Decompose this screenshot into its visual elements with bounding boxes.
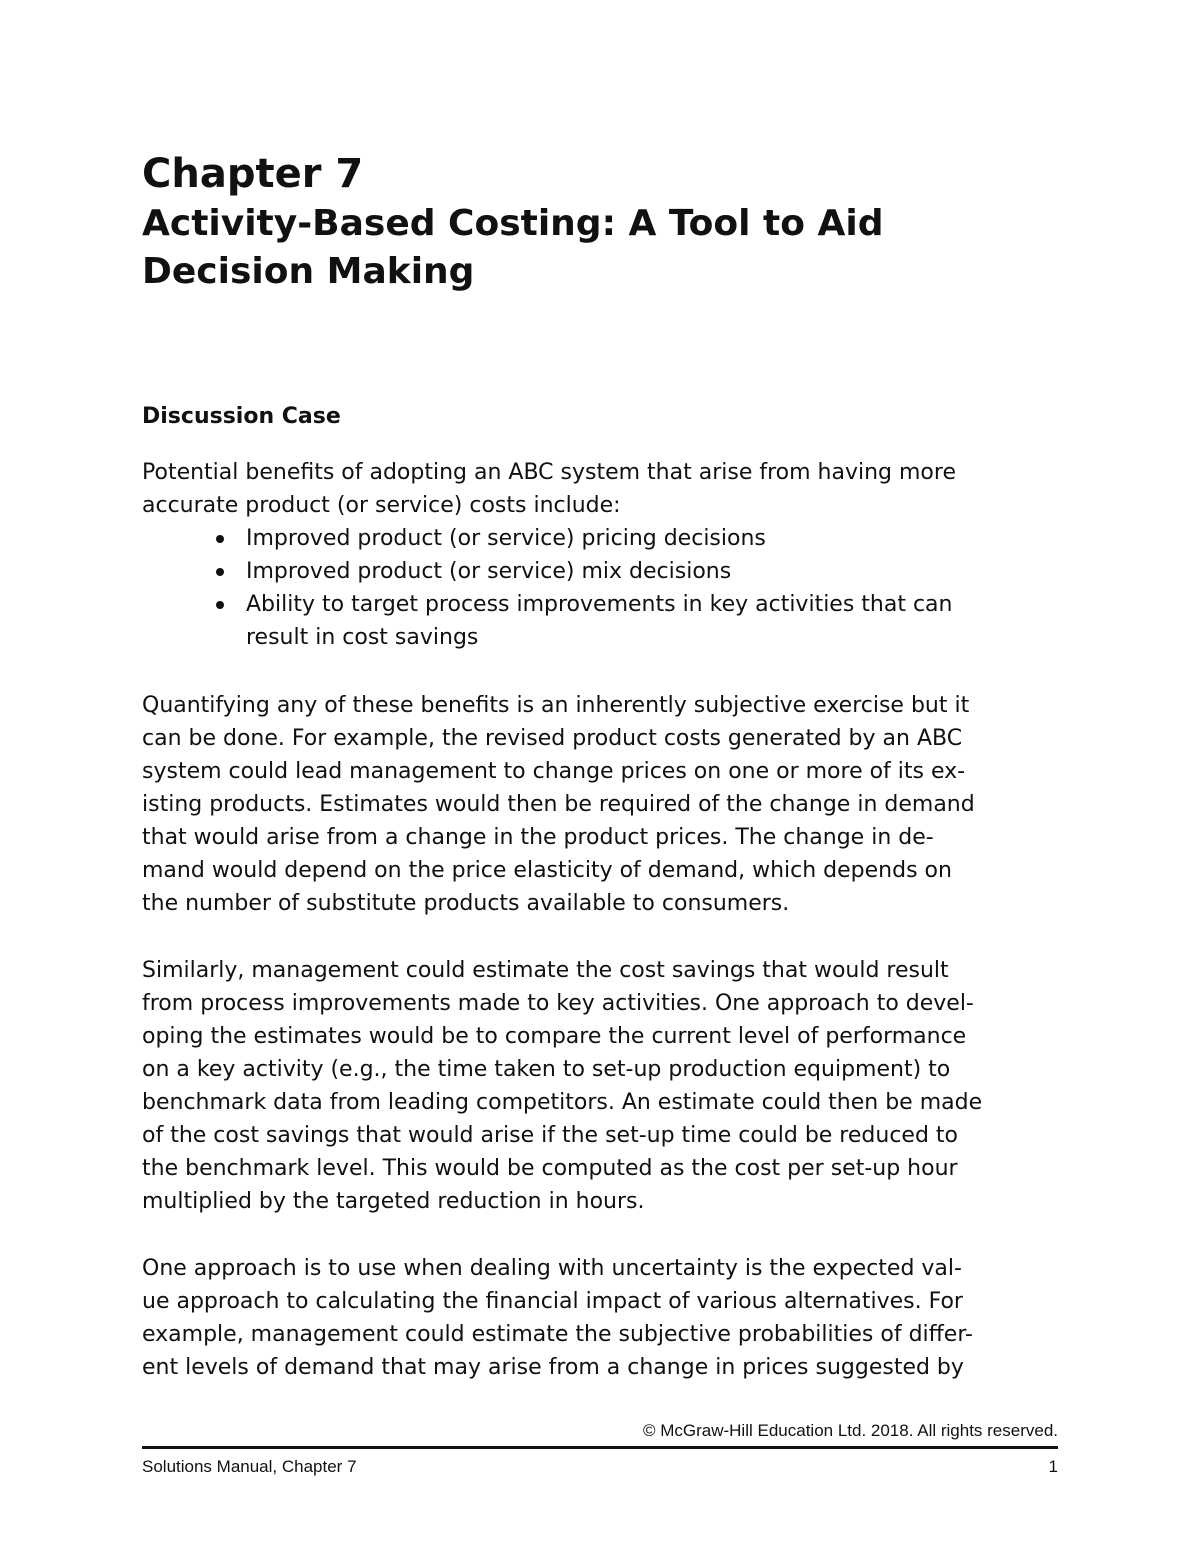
list-item <box>212 522 952 555</box>
section-heading: Discussion Case <box>142 404 341 429</box>
intro-paragraph <box>142 456 1060 522</box>
text-line: that would arise from a change in the product prices. The change in de- <box>142 825 934 850</box>
text-line: on a key activity (e.g., the time taken to set-up production equipment) to <box>142 1057 951 1082</box>
list-item-text: result in cost savings <box>246 625 479 650</box>
text-line: of the cost savings that would arise if the set-up time could be reduced to <box>142 1123 958 1148</box>
text-line: Potential benefits of adopting an ABC system that arise from having more <box>142 460 956 485</box>
paragraph-similarly <box>142 954 1060 1218</box>
text-line: Similarly, management could estimate the cost savings that would result <box>142 958 949 983</box>
bullet-icon <box>216 568 224 576</box>
text-line: ue approach to calculating the financial impact of various alternatives. For <box>142 1289 963 1314</box>
bullet-icon <box>216 535 224 543</box>
text-line: mand would depend on the price elasticity of demand, which depends on <box>142 858 952 883</box>
chapter-title: Chapter 7 <box>142 151 364 197</box>
footer-manual-label: Solutions Manual, Chapter 7 <box>142 1457 357 1476</box>
subtitle-line: Activity-Based Costing: A Tool to Aid <box>142 203 884 244</box>
list-item-text: Improved product (or service) mix decisions <box>246 559 732 584</box>
list-item-text: Improved product (or service) pricing decisions <box>246 526 766 551</box>
bullet-icon <box>216 601 224 609</box>
page-number: 1 <box>1048 1457 1058 1476</box>
footer-divider <box>142 1446 1058 1449</box>
chapter-subtitle <box>142 200 1042 296</box>
text-line: oping the estimates would be to compare the current level of performance <box>142 1024 967 1049</box>
subtitle-line: Decision Making <box>142 251 475 292</box>
copyright-notice: © McGraw-Hill Education Ltd. 2018. All rights reserved. <box>642 1421 1058 1440</box>
text-line: Quantifying any of these benefits is an inherently subjective exercise but it <box>142 693 970 718</box>
text-line: accurate product (or service) costs include: <box>142 493 621 518</box>
benefits-list <box>212 522 952 654</box>
text-line: One approach is to use when dealing with uncertainty is the expected val- <box>142 1256 962 1281</box>
text-line: can be done. For example, the revised product costs generated by an ABC <box>142 726 963 751</box>
text-line: from process improvements made to key activities. One approach to devel- <box>142 991 974 1016</box>
text-line: benchmark data from leading competitors. An estimate could then be made <box>142 1090 983 1115</box>
text-line: the benchmark level. This would be computed as the cost per set-up hour <box>142 1156 958 1181</box>
text-line: example, management could estimate the subjective probabilities of differ- <box>142 1322 973 1347</box>
list-item-text: Ability to target process improvements in key activities that can <box>246 592 953 617</box>
text-line: multiplied by the targeted reduction in hours. <box>142 1189 645 1214</box>
list-item <box>212 588 952 654</box>
text-line: system could lead management to change prices on one or more of its ex- <box>142 759 966 784</box>
paragraph-quantifying <box>142 689 1060 920</box>
list-item <box>212 555 952 588</box>
text-line: ent levels of demand that may arise from a change in prices suggested by <box>142 1355 964 1380</box>
text-line: the number of substitute products available to consumers. <box>142 891 790 916</box>
paragraph-expected-value <box>142 1252 1060 1384</box>
text-line: isting products. Estimates would then be required of the change in demand <box>142 792 975 817</box>
